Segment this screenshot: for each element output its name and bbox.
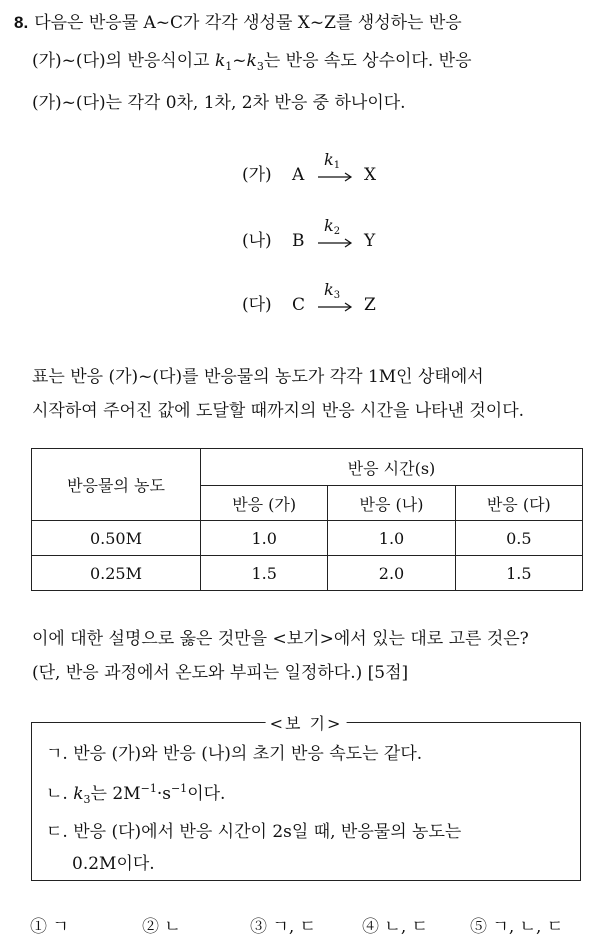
bogi-item-1: ㄱ. 반응 (가)와 반응 (나)의 초기 반응 속도는 같다. [46,744,423,764]
choice-1[interactable]: ① ㄱ [30,917,69,937]
exponent: −1 [140,782,157,795]
choice-4[interactable]: ④ ㄴ, ㄷ [362,917,429,937]
reaction-ga [242,149,377,190]
paragraph-line-1: 표는 반응 (가)~(다)를 반응물의 농도가 각각 1M인 상태에서 [32,367,484,387]
paragraph-line-2: 시작하여 주어진 값에 도달할 때까지의 반응 시간을 나타낸 것이다. [32,401,525,421]
time-cell: 1.5 [455,556,582,591]
reaction-label: (다) [242,295,272,315]
choice-2[interactable]: ② ㄴ [142,917,181,937]
reaction-arrow-icon [318,279,354,316]
time-cell: 1.0 [201,521,328,556]
row-header-concentration: 반응물의 농도 [32,449,201,521]
time-cell: 2.0 [328,556,455,591]
rate-constant: k [324,279,334,299]
question-text-2a: (가)~(다)의 반응식이고 [32,51,215,71]
rate-constant: k [324,149,334,169]
concentration-cell: 0.25M [32,556,201,591]
bogi-item-2 [46,779,225,806]
reactant: A [292,165,305,185]
column-header-na: 반응 (나) [328,486,455,521]
product: X [364,165,377,185]
choice-5[interactable]: ⑤ ㄱ, ㄴ, ㄷ [470,917,564,937]
k-subscript-3: 3 [256,60,264,73]
bogi-item-2-end: 이다. [187,784,226,804]
question-text-2b: 는 반응 속도 상수이다. 반응 [263,51,472,71]
question-line-2 [32,46,472,73]
rate-constant-sub: 2 [333,225,341,237]
rate-constant-sub: 3 [333,289,341,301]
bogi-item-2-marker: ㄴ. [46,784,74,804]
bogi-item-3: ㄷ. 반응 (다)에서 반응 시간이 2s일 때, 반응물의 농도는 [46,822,462,842]
bogi-item-2-text: 는 2M [90,784,141,804]
bogi-box [31,714,581,881]
time-cell: 1.5 [201,556,328,591]
tilde: ~ [232,51,247,71]
prompt-line-1: 이에 대한 설명으로 옳은 것만을 <보기>에서 있는 대로 고른 것은? [32,629,529,649]
table-row [32,521,583,556]
bogi-item-3-cont: 0.2M이다. [72,854,155,874]
question-number: 8. [14,13,29,32]
reaction-time-table [31,448,583,591]
exponent: −1 [170,782,188,795]
k-subscript: 3 [83,793,91,806]
answer-choices [24,912,594,938]
rate-constant-sub: 1 [333,159,341,171]
product: Y [364,231,376,251]
product: Z [364,295,376,315]
k-subscript-1: 1 [225,60,233,73]
reaction-label: (가) [242,165,272,185]
k-symbol: k [214,51,226,71]
k-symbol: k [73,784,84,804]
question-line-3: (가)~(다)는 각각 0차, 1차, 2차 반응 중 하나이다. [32,93,406,113]
concentration-cell: 0.50M [32,521,201,556]
group-header-reaction-time: 반응 시간(s) [201,449,583,486]
column-header-ga: 반응 (가) [201,486,328,521]
question-line-1 [14,8,462,33]
rate-constant: k [324,215,334,235]
choice-3[interactable]: ③ ㄱ, ㄷ [250,917,317,937]
bogi-title: <보 기> [266,711,347,734]
time-cell: 0.5 [455,521,582,556]
reaction-label: (나) [242,231,272,251]
reaction-arrow-icon [318,149,354,186]
reactant: B [292,231,305,251]
column-header-da: 반응 (다) [455,486,582,521]
prompt-line-2: (단, 반응 과정에서 온도와 부피는 일정하다.) [5점] [32,663,409,683]
reaction-da [242,279,376,320]
reactant: C [292,295,306,315]
time-cell: 1.0 [328,521,455,556]
table-row [32,556,583,591]
k-symbol-2: k [246,51,257,71]
question-text-1: 다음은 반응물 A~C가 각각 생성물 X~Z를 생성하는 반응 [34,13,462,33]
reaction-na [242,215,376,256]
reaction-arrow-icon [318,215,354,252]
unit-s: ·s [156,784,171,804]
